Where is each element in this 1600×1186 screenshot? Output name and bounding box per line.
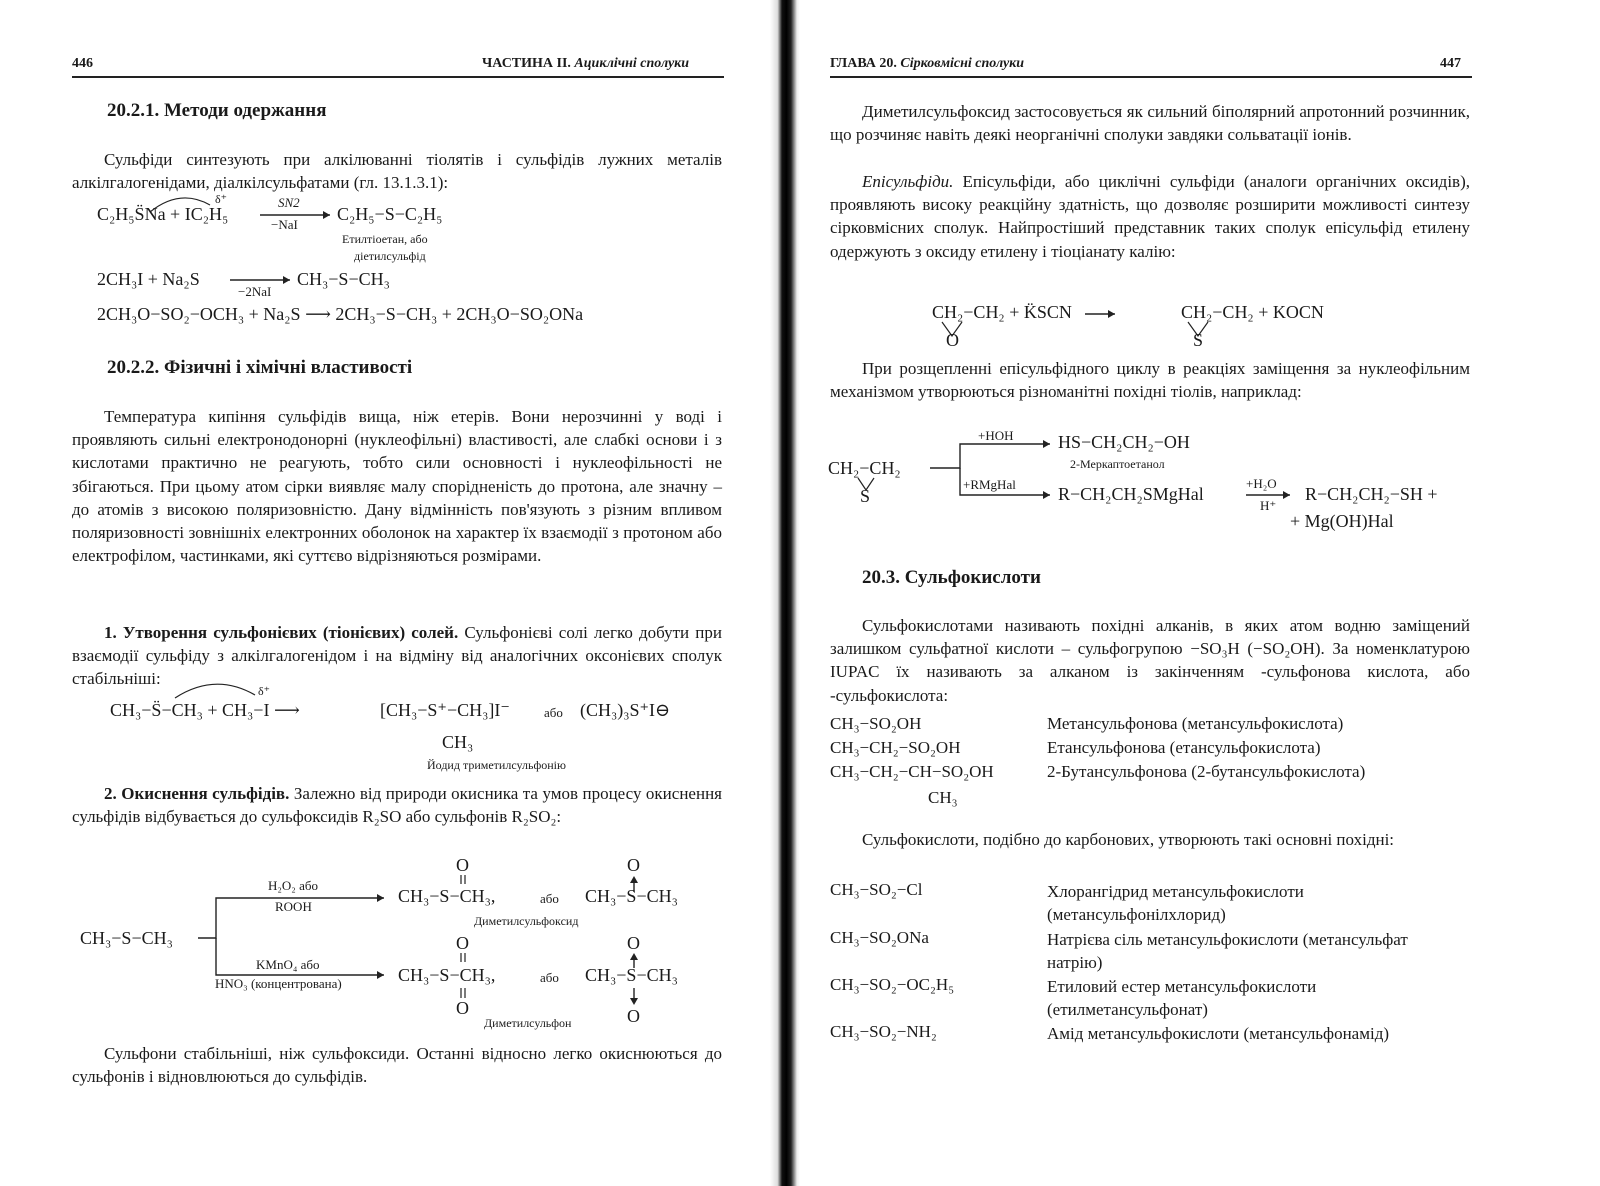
or-label: або [540, 891, 559, 906]
acid-formula: CH₃−CH₂−CH−SO₂OH [830, 762, 994, 781]
paragraph-body: Сульфонієві солі легко добути при взаємодії сульфіду з алкілгалогенідом і на відміну від аналогічних оксонієвих сполук стабільніші: [72, 623, 722, 689]
compound-name: діетилсульфід [354, 249, 426, 263]
delta-label: δ⁺ [258, 684, 270, 698]
condition-label: −2NaI [238, 284, 272, 299]
derivative-formula: CH₃−SO₂ONa [830, 928, 929, 947]
oxygen-atom: O [627, 933, 640, 953]
paragraph-lead: Епісульфіди. [862, 172, 954, 191]
condition-label: +H₂O [1246, 476, 1277, 491]
paragraph: При розщепленні епісульфідного циклу в реакціях заміщення за нуклеофільним механізмом утворюються різноманітні похідні тіолів, наприклад: [830, 359, 1470, 402]
paragraph: Диметилсульфоксид застосовується як сильний біполярний апротонний розчинник, що розчиняє навіть деякі неорганічні сполуки завдяки сольватації іонів. [830, 102, 1470, 145]
delta-label: δ⁺ [215, 192, 227, 206]
compound-name: Етилтіоетан, або [342, 232, 428, 246]
acid-name: Метансульфонова (метансульфокислота) [1047, 714, 1344, 733]
paragraph: Сульфокислотами називають похідні алканів, в яких атом водню заміщений залишком сульфатної кислоти – сульфогрупою −SO₃H (−SO₂OH). За номенклатурою IUPAC їх називають за алканом із закінченням -сульфонова кислота, або -сульфокислота: [830, 616, 1470, 705]
ring-atom: S [860, 486, 871, 506]
oxygen-atom: O [627, 1006, 640, 1026]
section-heading: 20.2.2. Фізичні і хімічні властивості [107, 357, 413, 378]
running-head-part: ГЛАВА 20. [830, 56, 897, 71]
equation-arrows [0, 0, 770, 1186]
running-head-part: ЧАСТИНА II. [482, 56, 571, 71]
paragraph-body: Залежно від природи окисника та умов процесу окиснення сульфідів відбувається до сульфоксидів R₂SO або сульфонів R₂SO₂: [72, 784, 722, 827]
compound-name: 2-Меркаптоетанол [1070, 457, 1165, 471]
equation-reactants: 2CH₃I + Na₂S [97, 269, 200, 289]
paragraph: Сульфони стабільніші, ніж сульфоксиди. Останні відносно легко окиснюються до сульфонів і відновлюються до сульфідів. [72, 1044, 722, 1087]
paragraph: Сульфокислоти, подібно до карбонових, утворюють такі основні похідні: [862, 830, 1395, 849]
equation: 2CH₃O−SO₂−OCH₃ + Na₂S ⟶ 2CH₃−S−CH₃ + 2CH₃O−SO₂ONa [97, 304, 584, 324]
sulfide-reactant: CH₃−S−CH₃ [80, 928, 173, 948]
derivative-formula: CH₃−SO₂−OC₂H₅ [830, 975, 955, 994]
equation-product: C₂H₅−S−C₂H₅ [337, 204, 443, 224]
condition-label: SN2 [278, 195, 300, 210]
derivative-name: Натрієва сіль метансульфокислоти (метансульфат натрію) [1047, 930, 1408, 972]
oxygen-atom: O [456, 933, 469, 953]
condition-label: +HOH [978, 428, 1014, 443]
condition-label: HNO₃ (концентрована) [215, 976, 342, 991]
equation-product: [CH₃−S⁺−CH₃]I⁻ [380, 700, 510, 720]
page-number: 447 [1440, 56, 1461, 71]
oxygen-atom: O [456, 998, 469, 1018]
acid-formula: CH₃−CH₂−SO₂OH [830, 738, 961, 757]
paragraph: Сульфіди синтезують при алкілюванні тіолятів і сульфідів лужних металів алкілгалогенідами, діалкілсульфатами (гл. 13.1.3.1): [72, 150, 722, 193]
condition-label: H⁺ [1260, 498, 1277, 513]
ring-atom: O [946, 330, 959, 350]
running-head-title: Сірковмісні сполуки [900, 56, 1025, 71]
running-head-title: Ациклічні сполуки [574, 56, 690, 71]
right-page [800, 0, 1600, 1186]
acid-formula: CH₃−SO₂OH [830, 714, 922, 733]
page-number: 446 [72, 56, 93, 71]
equation-product: CH₃−S−CH₃ [297, 269, 390, 289]
ring-atom: S [1193, 330, 1204, 350]
derivative-name: Амід метансульфокислоти (метансульфонамід) [1047, 1024, 1390, 1043]
sulfone-product: CH₃−S−CH₃ [585, 965, 678, 985]
section-heading: 20.3. Сульфокислоти [862, 567, 1041, 588]
oxygen-atom: O [627, 855, 640, 875]
paragraph [72, 621, 722, 691]
substituent: CH₃ [928, 788, 958, 807]
equation-reactants: CH₃−S̈−CH₃ + CH₃−I ⟶ [110, 700, 300, 720]
or-label: або [544, 705, 563, 720]
equation-reactants: C₂H₅S̈Na + IC₂H₅ [97, 204, 229, 224]
acid-name: Етансульфонова (етансульфокислота) [1047, 738, 1321, 757]
substituent: CH₃ [442, 732, 474, 752]
sulfone-product: CH₃−S−CH₃, [398, 965, 496, 985]
grignard-product: R−CH₂CH₂SMgHal [1058, 484, 1204, 504]
paragraph: Температура кипіння сульфідів вища, ніж етерів. Вони нерозчинні у воді і проявляють сильні електронодонорні (нуклеофільні) властивості, але слабкі основи і з кислотами практично не реагують, тобто сили основності і нуклеофільності не збігаються. При цьому атом сірки виявляє малу спорідненість до протона, але значну – до атомів з високою поляризовністю. Дану відмінність пов'язують з різним впливом поляризовності зовнішніх електронних оболонок на характер їх взаємодії з протоном або електрофілом, частинками, які суттєво відрізняються розмірами. [72, 407, 722, 566]
paragraph-lead: 2. Окиснення сульфідів. [104, 784, 290, 803]
paragraph-lead: 1. Утворення сульфонієвих (тіонієвих) солей. [104, 623, 459, 642]
condition-label: +RMgHal [963, 477, 1016, 492]
derivative-name: Хлорангідрид метансульфокислоти (метансульфонілхлорид) [1047, 882, 1304, 924]
condition-label: −NaI [271, 217, 298, 232]
derivative-formula: CH₃−SO₂−Cl [830, 880, 923, 899]
book-spine [770, 0, 800, 1186]
equation-product: (CH₃)₃S⁺I⊖ [580, 700, 671, 720]
thiol-product: R−CH₂CH₂−SH + [1305, 484, 1438, 504]
oxygen-atom: O [456, 855, 469, 875]
compound-name: Диметилсульфон [484, 1016, 572, 1030]
equation-product: CH₂−CH₂ + KOCN [1181, 302, 1324, 322]
derivative-formula: CH₃−SO₂−NH₂ [830, 1022, 937, 1041]
sulfoxide-product: CH₃−S−CH₃ [585, 886, 678, 906]
sulfoxide-product: CH₃−S−CH₃, [398, 886, 496, 906]
byproduct: + Mg(OH)Hal [1290, 511, 1394, 531]
condition-label: KMnO₄ або [256, 957, 320, 972]
condition-label: H₂O₂ або [268, 878, 318, 893]
derivative-name: Етиловий естер метансульфокислоти (етилметансульфонат) [1047, 977, 1317, 1019]
compound-name: Йодид триметилсульфонію [427, 758, 566, 772]
condition-label: ROOH [275, 899, 312, 914]
paragraph [72, 782, 722, 828]
episulfide-reactant: CH₂−CH₂ [828, 458, 901, 478]
acid-name: 2-Бутансульфонова (2-бутансульфокислота) [1047, 762, 1366, 781]
or-label: або [540, 970, 559, 985]
compound-name: Диметилсульфоксид [474, 914, 579, 928]
left-page [0, 0, 770, 1186]
thiol-product: HS−CH₂CH₂−OH [1058, 432, 1190, 452]
section-heading: 20.2.1. Методи одержання [107, 100, 327, 121]
paragraph-body: Епісульфіди, або циклічні сульфіди (аналоги органічних оксидів), проявляють високу реакційну здатність, що дозволяє розширити можливості синтезу сірковмісних сполук. Найпростіший представник таких сполук епісульфід етилену одержують з оксиду етилену і тіоціанату калію: [830, 172, 1470, 261]
equation-reactants: CH₂−CH₂ + K̈SCN [932, 302, 1072, 322]
